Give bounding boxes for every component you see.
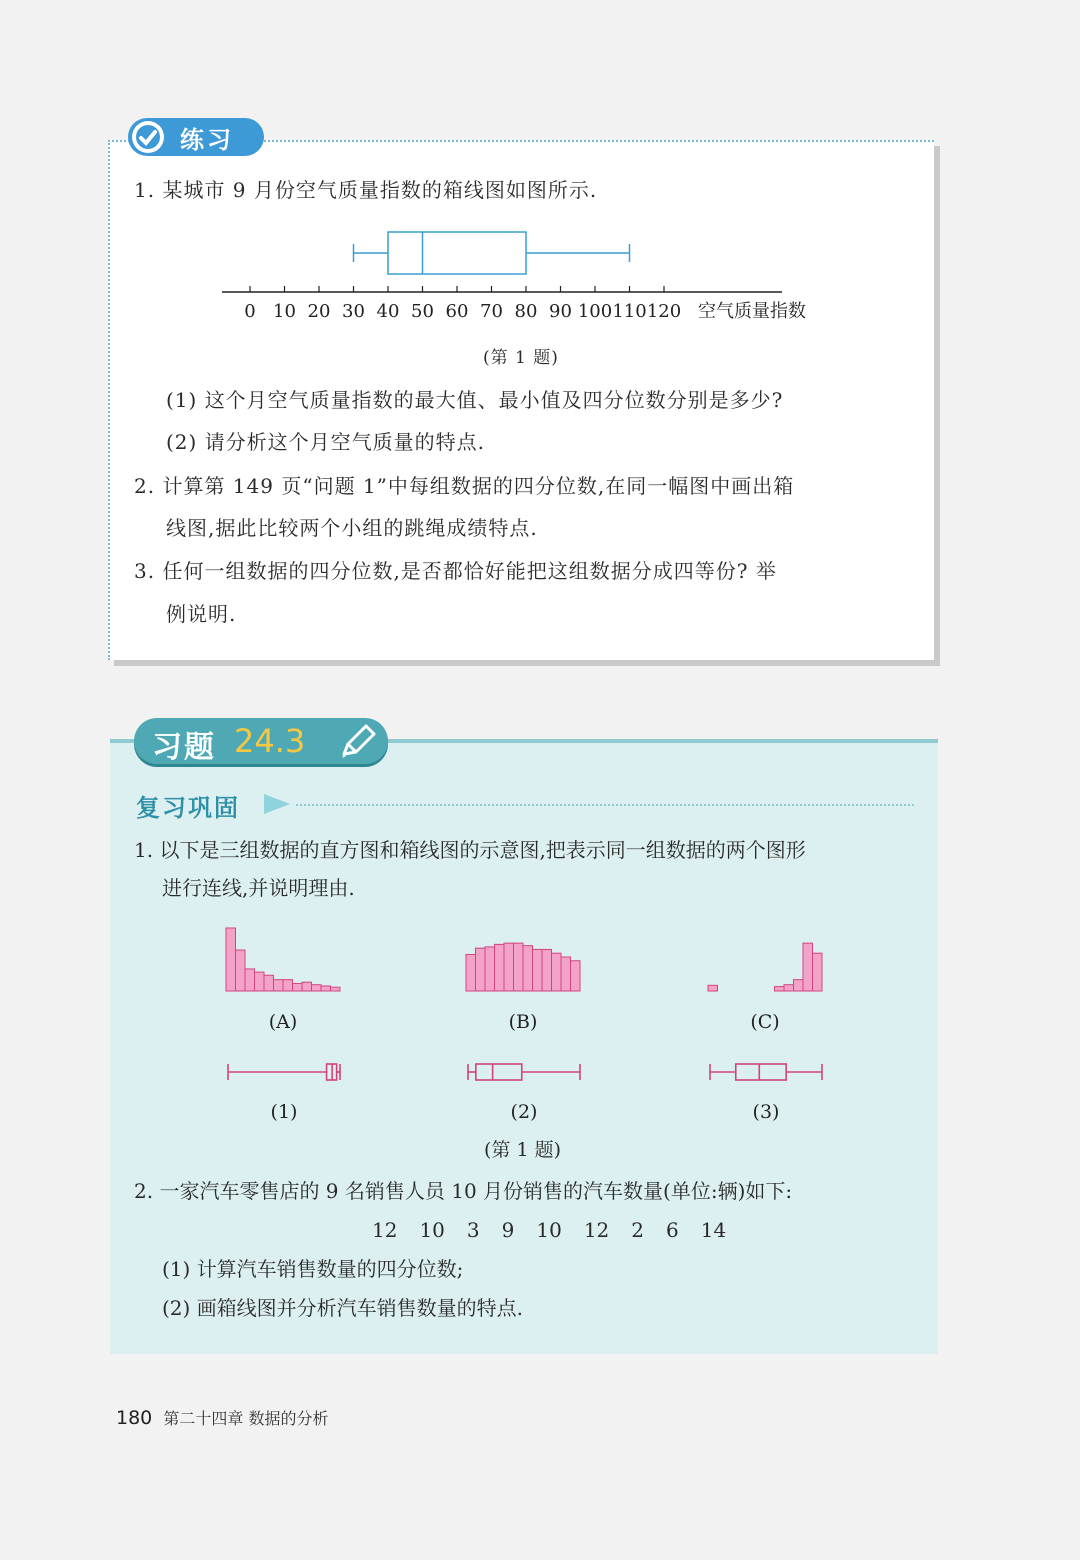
histogram-bar	[504, 943, 514, 991]
exercise-q1-number: 1.	[134, 838, 154, 862]
practice-figure-caption: (第 1 题)	[483, 348, 559, 368]
exercise-q1-line2: 进行连线,并说明理由.	[162, 876, 355, 900]
practice-tab-label: 练习	[180, 126, 234, 154]
histogram-bar	[708, 985, 718, 991]
histogram-bar	[264, 975, 274, 991]
exercise-figure-caption: (第 1 题)	[484, 1139, 561, 1161]
histogram-bar	[236, 950, 246, 991]
page-number: 180	[116, 1407, 153, 1429]
practice-q1	[134, 176, 597, 204]
practice-badge-icon	[130, 119, 166, 155]
histogram-label: (B)	[508, 1011, 538, 1033]
small-boxplot-2	[710, 1064, 822, 1123]
histogram-bar	[514, 943, 524, 991]
histogram-bar	[226, 928, 236, 991]
histogram-bar	[813, 953, 823, 991]
chapter-title: 第二十四章 数据的分析	[163, 1409, 329, 1428]
small-box	[476, 1064, 522, 1080]
practice-q3-line2: 例说明.	[166, 602, 237, 626]
review-section-title: 复习巩固	[136, 794, 240, 822]
aqi-tick-label: 60	[445, 301, 469, 322]
histogram-bar	[523, 946, 533, 991]
histogram-label: (C)	[750, 1011, 780, 1033]
aqi-tick-label: 0	[244, 301, 256, 322]
aqi-tick-label: 90	[549, 301, 572, 322]
sales-value: 10	[536, 1218, 562, 1242]
aqi-axis-label: 空气质量指数	[698, 301, 806, 322]
histogram-bar	[775, 987, 785, 991]
sales-value: 14	[700, 1218, 727, 1242]
practice-q3-line1: 任何一组数据的四分位数,是否都恰好能把这组数据分成四等份? 举	[162, 559, 777, 583]
histogram-bar	[302, 982, 312, 991]
aqi-tick-label: 50	[411, 301, 434, 322]
sales-value: 2	[631, 1218, 645, 1242]
exercise-q2	[134, 1177, 792, 1205]
histogram-bar	[561, 957, 571, 991]
aqi-tick-label: 110	[612, 301, 647, 322]
exercise-tab-number: 24.3	[234, 722, 306, 760]
small-boxplot-label: (3)	[752, 1101, 780, 1123]
sales-value: 6	[666, 1218, 679, 1242]
play-arrow-icon	[262, 792, 292, 816]
histogram-bar	[476, 948, 486, 991]
histogram-label: (A)	[268, 1011, 298, 1033]
exercise-q1-line1: 以下是三组数据的直方图和箱线图的示意图,把表示同一组数据的两个图形	[159, 838, 806, 862]
aqi-tick-label: 70	[480, 301, 503, 322]
aqi-tick-label: 40	[376, 301, 400, 322]
sales-value: 10	[419, 1218, 445, 1242]
aqi-boxplot-chart	[210, 220, 850, 332]
histogram-bar	[485, 947, 495, 991]
histogram-bar	[466, 954, 476, 991]
aqi-box	[388, 232, 526, 274]
pencil-icon	[338, 722, 378, 760]
sales-value: 12	[583, 1218, 610, 1242]
histogram-boxplot-figure	[200, 920, 860, 1130]
small-boxplot-label: (2)	[510, 1101, 538, 1123]
aqi-tick-label: 10	[273, 301, 296, 322]
aqi-tick-label: 100	[577, 301, 613, 322]
small-box	[736, 1064, 786, 1080]
small-boxplot-1	[468, 1064, 580, 1123]
histogram-1	[466, 943, 580, 1033]
histogram-2	[708, 943, 822, 1033]
exercise-q2-sub2: (2) 画箱线图并分析汽车销售数量的特点.	[162, 1296, 524, 1320]
review-dotted-rule	[296, 804, 914, 806]
exercise-q2-line1: 一家汽车零售店的 9 名销售人员 10 月份销售的汽车数量(单位:辆)如下:	[159, 1179, 793, 1203]
practice-q2-line1: 计算第 149 页“问题 1”中每组数据的四分位数,在同一幅图中画出箱	[162, 474, 795, 498]
small-boxplot-0	[228, 1064, 340, 1123]
histogram-bar	[784, 985, 794, 991]
exercise-q2-number: 2.	[134, 1179, 154, 1203]
page-footer	[116, 1406, 328, 1429]
sales-value: 9	[501, 1218, 515, 1242]
histogram-bar	[255, 972, 265, 991]
aqi-tick-label: 120	[646, 301, 682, 322]
aqi-tick-label: 30	[342, 301, 365, 322]
practice-q2-line2: 线图,据此比较两个小组的跳绳成绩特点.	[166, 516, 538, 540]
practice-q3	[134, 557, 777, 585]
histogram-bar	[312, 985, 322, 991]
histogram-bar	[245, 969, 255, 991]
histogram-bar	[552, 953, 562, 991]
practice-tab	[128, 118, 264, 156]
exercise-tab	[134, 718, 388, 764]
exercise-q1	[134, 836, 806, 864]
histogram-bar	[331, 987, 341, 991]
practice-q2	[134, 472, 794, 500]
aqi-tick-label: 20	[307, 301, 331, 322]
histogram-bar	[283, 980, 293, 991]
aqi-tick-label: 80	[514, 301, 538, 322]
histogram-bar	[321, 986, 331, 991]
sales-value: 3	[466, 1218, 480, 1242]
practice-q3-number: 3.	[134, 559, 156, 583]
exercise-tab-label: 习题	[152, 730, 216, 765]
histogram-bar	[794, 980, 804, 991]
small-boxplot-label: (1)	[270, 1101, 298, 1123]
practice-q1-number: 1.	[134, 178, 156, 202]
exercise-q2-sub1: (1) 计算汽车销售数量的四分位数;	[162, 1257, 464, 1281]
histogram-0	[226, 928, 340, 1033]
histogram-bar	[803, 943, 813, 991]
sales-value: 12	[372, 1218, 398, 1242]
practice-q1-sub1: (1) 这个月空气质量指数的最大值、最小值及四分位数分别是多少?	[166, 388, 784, 412]
histogram-bar	[533, 949, 543, 991]
histogram-bar	[495, 944, 505, 991]
practice-q1-text: 某城市 9 月份空气质量指数的箱线图如图所示.	[162, 178, 598, 202]
histogram-bar	[274, 980, 284, 991]
practice-q2-number: 2.	[134, 474, 156, 498]
exercise-q2-data-row	[372, 1216, 748, 1244]
practice-q1-sub2: (2) 请分析这个月空气质量的特点.	[166, 430, 486, 454]
histogram-bar	[571, 961, 581, 991]
histogram-bar	[293, 983, 303, 991]
histogram-bar	[542, 949, 552, 991]
